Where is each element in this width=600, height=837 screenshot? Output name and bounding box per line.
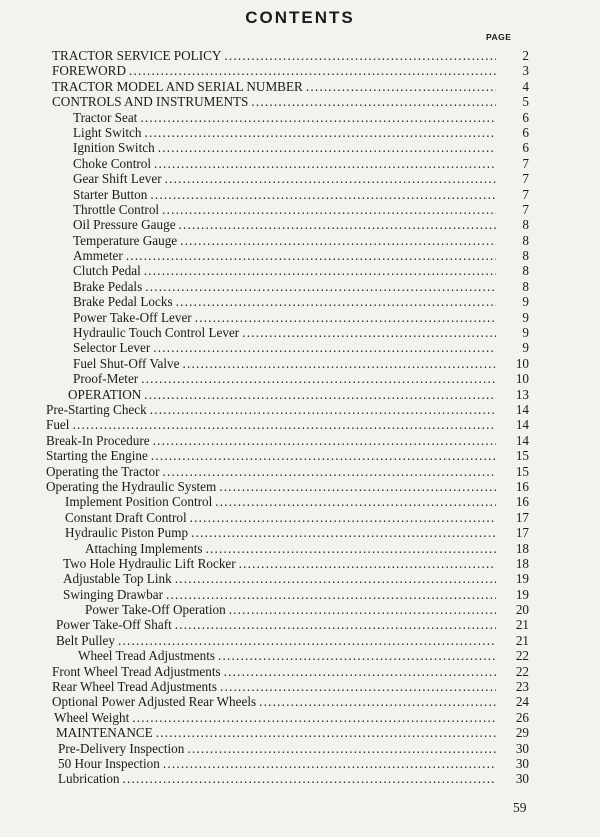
toc-leader-dots <box>129 63 496 78</box>
toc-entry-page: 22 <box>515 663 529 679</box>
toc-leader-dots <box>151 448 496 463</box>
toc-entry-page: 7 <box>522 201 529 217</box>
toc-leader-dots <box>141 371 496 386</box>
toc-entry-label: Ammeter <box>73 248 123 264</box>
toc-leader-dots <box>306 79 496 94</box>
toc-entry-label: Belt Pulley <box>56 632 115 648</box>
toc-entry-label: Clutch Pedal <box>73 263 141 279</box>
toc-entry <box>0 94 600 109</box>
toc-entry-page: 8 <box>522 217 529 233</box>
toc-entry-page: 14 <box>515 401 529 417</box>
toc-leader-dots <box>251 94 496 109</box>
toc-entry-page: 9 <box>522 294 529 310</box>
toc-entry-label: Rear Wheel Tread Adjustments <box>52 679 217 695</box>
toc-entry-page: 2 <box>522 48 529 63</box>
toc-entry <box>0 387 600 402</box>
toc-entry <box>0 556 600 571</box>
toc-entry-label: Brake Pedals <box>73 278 143 294</box>
toc-entry <box>0 541 600 556</box>
toc-entry-label: Lubrication <box>58 771 120 787</box>
toc-entry <box>0 371 600 386</box>
toc-leader-dots <box>176 294 496 309</box>
toc-entry-page: 3 <box>522 63 529 79</box>
toc-leader-dots <box>72 417 496 432</box>
toc-entry-page: 15 <box>515 448 529 464</box>
toc-entry <box>0 664 600 679</box>
toc-entry-label: Ignition Switch <box>73 140 155 156</box>
toc-entry <box>0 63 600 78</box>
toc-entry <box>0 156 600 171</box>
toc-leader-dots <box>175 571 496 586</box>
toc-entry-page: 18 <box>515 555 529 571</box>
toc-entry-label: Gear Shift Lever <box>73 171 162 187</box>
toc-leader-dots <box>126 248 496 263</box>
toc-leader-dots <box>215 494 496 509</box>
toc-entry-page: 7 <box>522 186 529 202</box>
toc-entry-page: 15 <box>515 463 529 479</box>
toc-entry-page: 6 <box>522 109 529 125</box>
toc-entry <box>0 340 600 355</box>
toc-entry-page: 22 <box>515 648 529 664</box>
toc-leader-dots <box>154 156 496 171</box>
toc-entry-label: Starting the Engine <box>46 448 148 464</box>
toc-leader-dots <box>150 402 496 417</box>
toc-entry-label: Operating the Hydraulic System <box>46 478 217 494</box>
toc-entry <box>0 617 600 632</box>
toc-entry <box>0 125 600 140</box>
toc-entry <box>0 464 600 479</box>
toc-entry-page: 9 <box>522 325 529 341</box>
toc-entry <box>0 417 600 432</box>
toc-entry-label: Temperature Gauge <box>73 232 178 248</box>
toc-entry-label: Power Take-Off Operation <box>85 602 226 618</box>
toc-entry-label: Operating the Tractor <box>46 463 160 479</box>
toc-leader-dots <box>224 48 496 63</box>
toc-entry-label: Proof-Meter <box>73 371 139 387</box>
toc-entry-label: Attaching Implements <box>85 540 203 556</box>
toc-entry-page: 8 <box>522 263 529 279</box>
toc-entry <box>0 571 600 586</box>
toc-entry <box>0 233 600 248</box>
toc-leader-dots <box>158 140 496 155</box>
toc-leader-dots <box>195 310 496 325</box>
toc-entry-page: 9 <box>522 340 529 356</box>
toc-leader-dots <box>180 233 496 248</box>
toc-entry-label: Choke Control <box>73 155 152 171</box>
toc-entry-page: 24 <box>515 694 529 710</box>
toc-entry-page: 7 <box>522 171 529 187</box>
toc-entry-page: 8 <box>522 278 529 294</box>
page-title: CONTENTS <box>245 8 355 27</box>
toc-leader-dots <box>259 694 496 709</box>
toc-leader-dots <box>145 125 496 140</box>
toc-entry <box>0 110 600 125</box>
toc-entry-page: 4 <box>522 78 529 94</box>
toc-leader-dots <box>166 587 496 602</box>
toc-leader-dots <box>182 356 496 371</box>
toc-entry <box>0 263 600 278</box>
toc-leader-dots <box>162 202 496 217</box>
toc-entry <box>0 171 600 186</box>
toc-entry-label: Power Take-Off Lever <box>73 309 192 325</box>
toc-entry-label: Hydraulic Piston Pump <box>65 525 189 541</box>
toc-entry-page: 30 <box>515 771 529 787</box>
toc-leader-dots <box>224 664 496 679</box>
toc-entry <box>0 771 600 786</box>
toc-entry-label: OPERATION <box>68 386 142 402</box>
toc-entry <box>0 633 600 648</box>
toc-entry-page: 30 <box>515 755 529 771</box>
toc-entry <box>0 217 600 232</box>
toc-entry-label: MAINTENANCE <box>56 725 153 741</box>
toc-leader-dots <box>144 263 496 278</box>
toc-entry <box>0 248 600 263</box>
toc-entry-page: 6 <box>522 140 529 156</box>
toc-entry-label: Selector Lever <box>73 340 151 356</box>
toc-entry-page: 21 <box>515 632 529 648</box>
toc-entry-page: 21 <box>515 617 529 633</box>
toc-entry-label: Tractor Seat <box>73 109 138 125</box>
toc-entry-label: 50 Hour Inspection <box>58 755 160 771</box>
toc-entry-label: Throttle Control <box>73 201 160 217</box>
table-of-contents <box>0 48 600 787</box>
toc-entry <box>0 725 600 740</box>
toc-leader-dots <box>187 741 496 756</box>
toc-leader-dots <box>165 171 496 186</box>
toc-entry <box>0 79 600 94</box>
toc-entry-label: Brake Pedal Locks <box>73 294 173 310</box>
toc-entry-label: TRACTOR MODEL AND SERIAL NUMBER <box>52 78 303 94</box>
toc-entry <box>0 694 600 709</box>
toc-entry-page: 16 <box>515 478 529 494</box>
toc-entry-label: Fuel Shut-Off Valve <box>73 355 180 371</box>
toc-entry <box>0 448 600 463</box>
toc-entry-label: Front Wheel Tread Adjustments <box>52 663 221 679</box>
toc-entry-page: 8 <box>522 248 529 264</box>
toc-entry-label: TRACTOR SERVICE POLICY <box>52 48 222 63</box>
toc-entry-page: 17 <box>515 525 529 541</box>
toc-entry <box>0 679 600 694</box>
toc-entry-page: 19 <box>515 586 529 602</box>
toc-entry <box>0 187 600 202</box>
toc-leader-dots <box>156 725 496 740</box>
toc-entry-page: 5 <box>522 94 529 110</box>
toc-leader-dots <box>191 525 496 540</box>
toc-entry-page: 6 <box>522 124 529 140</box>
toc-leader-dots <box>229 602 496 617</box>
toc-entry-label: Wheel Weight <box>54 709 130 725</box>
toc-entry-page: 17 <box>515 509 529 525</box>
toc-entry-label: Adjustable Top Link <box>63 571 172 587</box>
toc-entry <box>0 479 600 494</box>
toc-entry-label: Fuel <box>46 417 70 433</box>
toc-entry-label: Pre-Delivery Inspection <box>58 740 185 756</box>
toc-entry <box>0 202 600 217</box>
toc-entry-page: 14 <box>515 432 529 448</box>
toc-entry <box>0 756 600 771</box>
toc-leader-dots <box>150 187 496 202</box>
toc-entry-page: 26 <box>515 709 529 725</box>
toc-entry <box>0 525 600 540</box>
toc-leader-dots <box>163 464 496 479</box>
toc-leader-dots <box>144 387 496 402</box>
toc-entry-page: 23 <box>515 679 529 695</box>
toc-entry-label: CONTROLS AND INSTRUMENTS <box>52 94 249 110</box>
toc-entry <box>0 741 600 756</box>
toc-leader-dots <box>140 110 496 125</box>
toc-entry-label: Swinging Drawbar <box>63 586 163 602</box>
toc-leader-dots <box>123 771 496 786</box>
toc-entry-page: 13 <box>515 386 529 402</box>
toc-entry <box>0 356 600 371</box>
toc-entry-label: Power Take-Off Shaft <box>56 617 172 633</box>
toc-entry-page: 19 <box>515 571 529 587</box>
footer-page-number: 59 <box>513 800 527 815</box>
toc-entry-label: Oil Pressure Gauge <box>73 217 176 233</box>
toc-entry <box>0 48 600 63</box>
toc-entry <box>0 587 600 602</box>
toc-entry <box>0 494 600 509</box>
toc-leader-dots <box>206 541 496 556</box>
toc-entry-label: Starter Button <box>73 186 148 202</box>
toc-entry-label: Hydraulic Touch Control Lever <box>73 325 240 341</box>
toc-leader-dots <box>153 340 496 355</box>
toc-leader-dots <box>190 510 496 525</box>
toc-entry <box>0 294 600 309</box>
toc-entry-page: 10 <box>515 371 529 387</box>
toc-entry <box>0 602 600 617</box>
toc-entry <box>0 648 600 663</box>
toc-entry-label: Pre-Starting Check <box>46 401 147 417</box>
toc-entry-label: Constant Draft Control <box>65 509 187 525</box>
toc-entry-page: 10 <box>515 355 529 371</box>
toc-entry-page: 16 <box>515 494 529 510</box>
toc-entry <box>0 310 600 325</box>
toc-leader-dots <box>175 617 496 632</box>
toc-leader-dots <box>239 556 496 571</box>
toc-entry <box>0 140 600 155</box>
toc-entry <box>0 510 600 525</box>
toc-entry <box>0 710 600 725</box>
toc-leader-dots <box>242 325 496 340</box>
toc-entry-page: 18 <box>515 540 529 556</box>
toc-leader-dots <box>145 279 496 294</box>
toc-entry-page: 14 <box>515 417 529 433</box>
toc-entry-label: Wheel Tread Adjustments <box>78 648 215 664</box>
toc-entry-label: Light Switch <box>73 124 142 140</box>
toc-entry <box>0 402 600 417</box>
toc-entry-label: Two Hole Hydraulic Lift Rocker <box>63 555 236 571</box>
toc-entry-page: 8 <box>522 232 529 248</box>
toc-entry-page: 20 <box>515 602 529 618</box>
toc-leader-dots <box>220 679 496 694</box>
toc-leader-dots <box>179 217 496 232</box>
toc-leader-dots <box>163 756 496 771</box>
toc-entry-page: 9 <box>522 309 529 325</box>
toc-entry-page: 30 <box>515 740 529 756</box>
toc-entry <box>0 325 600 340</box>
toc-entry-page: 29 <box>515 725 529 741</box>
toc-leader-dots <box>153 433 496 448</box>
toc-entry-label: Implement Position Control <box>65 494 213 510</box>
toc-leader-dots <box>218 648 496 663</box>
toc-leader-dots <box>132 710 496 725</box>
toc-entry-label: Optional Power Adjusted Rear Wheels <box>52 694 257 710</box>
toc-entry-page: 7 <box>522 155 529 171</box>
toc-leader-dots <box>118 633 496 648</box>
toc-entry-label: FOREWORD <box>52 63 126 79</box>
toc-entry <box>0 279 600 294</box>
toc-entry <box>0 433 600 448</box>
page-column-header: PAGE <box>486 32 512 42</box>
toc-entry-label: Break-In Procedure <box>46 432 150 448</box>
toc-leader-dots <box>219 479 496 494</box>
